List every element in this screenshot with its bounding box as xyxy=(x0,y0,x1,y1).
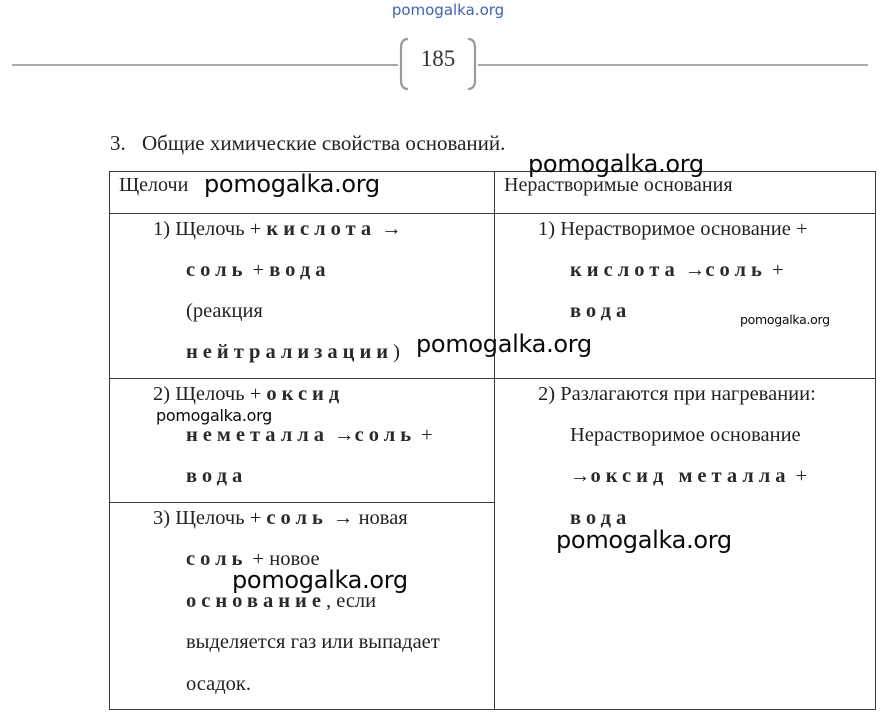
table-column-divider xyxy=(494,171,495,710)
cell-text: 2) Щелочь + xyxy=(153,383,267,405)
table-border-bottom xyxy=(109,709,876,710)
cell-line xyxy=(186,465,247,488)
cell-line xyxy=(186,259,330,282)
cell-text: + xyxy=(790,465,808,487)
cell-text: ) xyxy=(393,341,400,363)
cell-text: (реакция xyxy=(186,300,263,322)
table-border-right xyxy=(875,171,876,710)
reagent-term: основание xyxy=(186,590,326,612)
section-title: Общие химические свойства оснований. xyxy=(142,131,506,155)
section-number: 3. xyxy=(110,131,126,155)
cell-line xyxy=(153,218,402,241)
watermark: pomogalka.org xyxy=(156,406,272,425)
cell-line xyxy=(186,673,251,696)
reagent-term: вода xyxy=(269,259,331,281)
site-watermark-top[interactable]: pomogalka.org xyxy=(391,1,505,19)
cell-line xyxy=(570,465,807,488)
cell-text: выделяется газ или выпадает xyxy=(186,631,440,653)
reagent-term: вода xyxy=(570,300,632,322)
cell-text: , если xyxy=(325,590,377,612)
cell-line xyxy=(153,507,408,530)
cell-line xyxy=(570,300,631,323)
reagent-term: соль xyxy=(266,507,328,529)
cell-text: → xyxy=(679,259,706,281)
cell-text: + xyxy=(766,259,784,281)
cell-text: 3) Щелочь + xyxy=(153,507,267,529)
page-number-frame xyxy=(398,36,478,92)
watermark: pomogalka.org xyxy=(232,566,408,594)
cell-text: → xyxy=(328,424,355,446)
cell-text: 2) Разлагаются при нагревании: xyxy=(538,383,816,405)
watermark: pomogalka.org xyxy=(416,330,592,358)
header-rule-right xyxy=(478,64,868,66)
cell-line xyxy=(153,383,344,406)
cell-line xyxy=(186,300,263,323)
cell-text: 1) Нерастворимое основание + xyxy=(538,218,808,240)
cell-line xyxy=(186,424,433,447)
cell-line xyxy=(186,631,440,654)
cell-text: + xyxy=(247,259,270,281)
header-rule-left xyxy=(12,64,398,66)
reagent-term: кислота xyxy=(266,218,377,240)
watermark: pomogalka.org xyxy=(204,170,380,198)
reagent-term: нейтрализации xyxy=(186,341,394,363)
cell-line xyxy=(186,341,400,364)
table-border-left xyxy=(109,171,110,710)
cell-line xyxy=(570,259,784,282)
cell-text: осадок. xyxy=(186,673,251,695)
reagent-term: оксид xyxy=(266,383,345,405)
watermark: pomogalka.org xyxy=(740,312,830,327)
page-number: 185 xyxy=(420,46,456,71)
cell-text: → новая xyxy=(327,507,408,529)
cell-line xyxy=(570,424,801,447)
reagent-term: соль xyxy=(705,259,767,281)
section-heading xyxy=(110,131,505,156)
reagent-term: соль xyxy=(186,548,248,570)
reagent-term: соль xyxy=(354,424,417,446)
table-row-divider xyxy=(109,502,495,503)
reagent-term: неметалла xyxy=(186,424,329,446)
cell-text: + xyxy=(416,424,433,446)
reagent-term: соль xyxy=(186,259,248,281)
reagent-term: оксид металла xyxy=(590,465,791,487)
watermark: pomogalka.org xyxy=(556,526,732,554)
watermark: pomogalka.org xyxy=(528,150,704,178)
cell-line xyxy=(538,383,816,406)
cell-text: → xyxy=(570,465,591,487)
reagent-term: кислота xyxy=(570,259,680,281)
table-header-divider xyxy=(109,213,876,214)
cell-text: → xyxy=(376,218,402,240)
header-alkalis: Щелочи xyxy=(119,174,189,196)
cell-text: + новое xyxy=(247,548,320,570)
table-row-divider xyxy=(109,378,876,379)
reagent-term: вода xyxy=(570,507,632,529)
cell-line xyxy=(538,218,808,241)
cell-text: Нерастворимое основание xyxy=(570,424,801,446)
header-insoluble-bases: Нерастворимые основания xyxy=(504,174,733,196)
cell-text: 1) Щелочь + xyxy=(153,218,267,240)
properties-table xyxy=(109,171,876,710)
reagent-term: вода xyxy=(186,465,248,487)
